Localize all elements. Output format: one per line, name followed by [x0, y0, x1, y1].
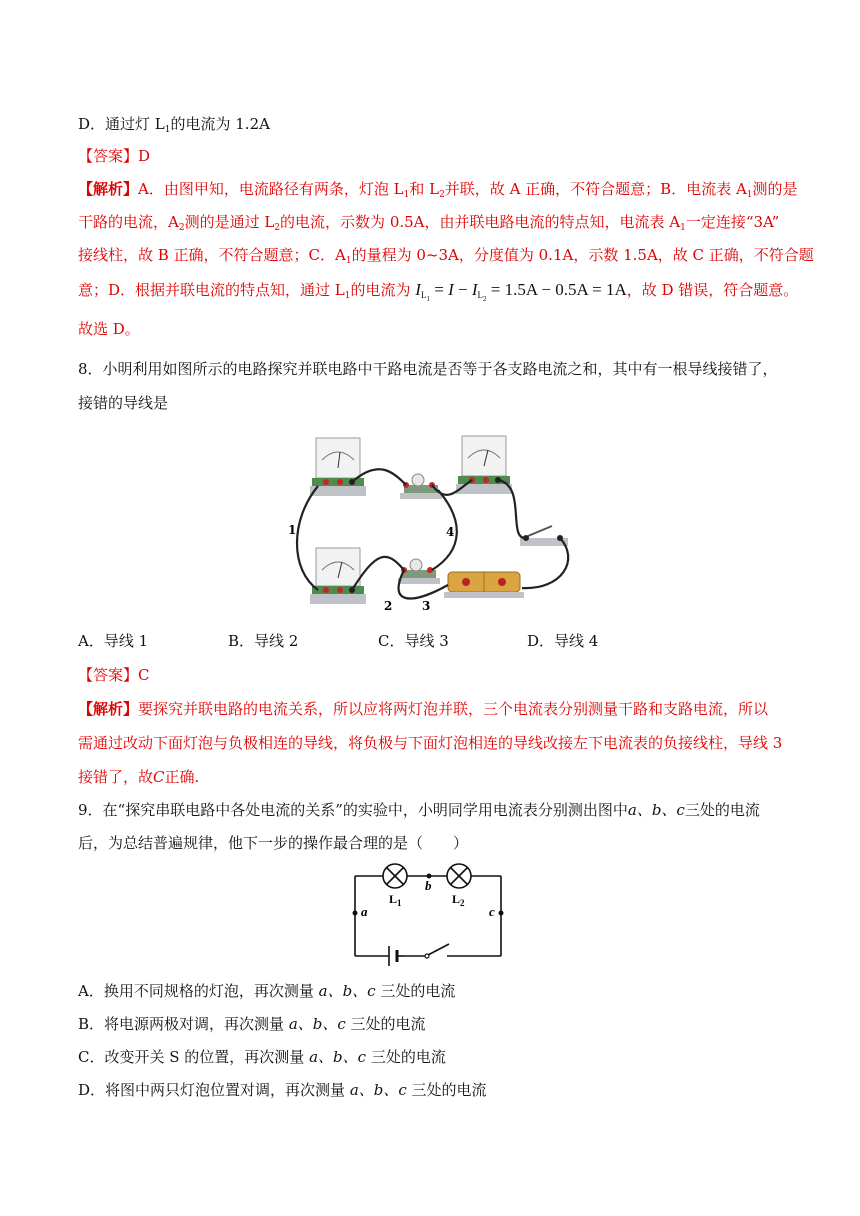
q9-option-b [78, 1014, 426, 1034]
lamp-l2-icon [447, 864, 471, 888]
sub: 2 [178, 223, 185, 233]
answer-value: D [138, 147, 151, 165]
q9-circuit-diagram [345, 858, 510, 973]
switch-icon [520, 526, 568, 546]
text: 的量程为 0~3A，分度值为 0.1A，示数 1.5A，故 C 正确，不符合题 [351, 246, 814, 264]
q8-stem-line-2: 接错的导线是 [78, 394, 169, 412]
text: C [153, 768, 165, 786]
battery-symbol-icon [389, 946, 403, 966]
q8-option-a: A．导线 1 [78, 632, 149, 650]
current-formula: $I_{L_1} = I - I_{L_2} = 1.5A - 0.5A = 1A$ [415, 280, 627, 303]
lamp-l2-label [452, 892, 465, 908]
text: 正确. [164, 768, 200, 786]
point-a-label: a [361, 904, 368, 919]
sub: 1 [344, 291, 351, 301]
point-c-label: c [489, 904, 495, 919]
q8-analysis-line-2: 需通过改动下面灯泡与负极相连的导线，将负极与下面灯泡相连的导线改接左下电流表的负接线柱，导线 3 [78, 734, 783, 752]
q7-analysis-line-2 [78, 212, 779, 238]
q8-analysis-line-3 [78, 767, 199, 787]
sub: 1 [403, 190, 410, 200]
q7-analysis-line-4 [78, 280, 798, 309]
battery-icon [444, 572, 524, 598]
text: a、b、c [309, 1048, 367, 1066]
point-a-dot [353, 911, 358, 916]
formula-text: = 1.5A − 0.5A = 1A [490, 280, 627, 299]
text: 接线柱，故 B 正确，不符合题意；C．A [78, 246, 346, 264]
q9-option-a [78, 981, 455, 1001]
q9-stem-line-1 [78, 800, 760, 820]
lamp-l1-icon [383, 864, 407, 888]
answer-tag: 【答案】 [78, 147, 139, 165]
wire-1 [297, 486, 318, 590]
q8-stem-line-1: 8．小明利用如图所示的电路探究并联电路中干路电流是否等于各支路电流之和，其中有一根导线接错了， [78, 360, 778, 378]
q7-option-d-tail: 的电流为 1.2A [170, 115, 270, 133]
text: 和 L [409, 180, 440, 198]
analysis-tag: 【解析】 [78, 700, 139, 718]
switch-symbol-icon [425, 944, 449, 958]
q7-answer [78, 146, 150, 166]
q8-options [78, 631, 678, 651]
text: 测的是 [752, 180, 798, 198]
q8-analysis-line-1 [78, 699, 768, 719]
analysis-tag: 【解析】 [78, 180, 139, 198]
q9-option-d [78, 1080, 487, 1100]
text: 一定连接“3A” [685, 213, 780, 231]
sub: 2 [439, 190, 445, 200]
text: 三处的电流 [380, 982, 456, 1000]
text: B．将电源两极对调，再次测量 [78, 1015, 285, 1033]
text: a、b、c [349, 1081, 407, 1099]
sub: 1 [164, 125, 171, 135]
wire-label-4: 4 [446, 525, 455, 539]
text: 三处的电流 [370, 1048, 446, 1066]
text: ，故 D 错误，符合题意。 [626, 281, 799, 299]
lamp-l1-letter: L [389, 892, 398, 906]
lamp-l2-letter: L [452, 892, 461, 906]
wire-label-3: 3 [422, 599, 431, 613]
lamp-l1-sub: 1 [397, 898, 402, 908]
q7-analysis-line-5: 故选 D。 [78, 320, 140, 338]
text: 接错了，故 [78, 768, 154, 786]
point-c-dot [499, 911, 504, 916]
text: 9．在“探究串联电路中各处电流的关系”的实验中，小明同学用电流表分别测出图中 [78, 801, 628, 819]
answer-value: C [138, 666, 150, 684]
q7-analysis-line-3 [78, 245, 814, 271]
text: 并联，故 A 正确，不符合题意；B．电流表 A [444, 180, 747, 198]
text: C．改变开关 S 的位置，再次测量 [78, 1048, 305, 1066]
lamp-top-icon [400, 474, 442, 499]
sub: 1 [680, 223, 686, 233]
text: D．将图中两只灯泡位置对调，再次测量 [78, 1081, 346, 1099]
q7-option-d-text: D．通过灯 L [78, 115, 165, 133]
text: 意；D．根据并联电流的特点知，通过 L [78, 281, 345, 299]
q7-option-d [78, 114, 270, 140]
q8-option-b: B．导线 2 [228, 632, 299, 650]
text: 三处的电流 [411, 1081, 487, 1099]
point-b-label: b [425, 878, 432, 893]
text: 测的是通过 L [184, 213, 275, 231]
text: a、b、c [318, 982, 376, 1000]
text: 干路的电流，A [78, 213, 179, 231]
ammeter-top-left-icon [310, 438, 366, 496]
sub: 1 [345, 256, 352, 266]
lamp-l2-sub: 2 [460, 898, 465, 908]
ammeter-bottom-left-icon [310, 548, 366, 604]
text: a、b、c [627, 801, 685, 819]
q9-option-c [78, 1047, 446, 1067]
q8-option-c: C．导线 3 [378, 632, 449, 650]
q8-circuit-photo [282, 430, 582, 615]
sub: 1 [746, 190, 753, 200]
q8-answer [78, 665, 150, 685]
wire-label-1: 1 [288, 523, 297, 537]
text: 三处的电流 [350, 1015, 426, 1033]
text: a、b、c [288, 1015, 346, 1033]
text: A．由图甲知，电流路径有两条，灯泡 L [138, 180, 404, 198]
text: 三处的电流 [684, 801, 760, 819]
text: A．换用不同规格的灯泡，再次测量 [78, 982, 314, 1000]
lamp-l1-label [389, 892, 402, 908]
text: 要探究并联电路的电流关系，所以应将两灯泡并联，三个电流表分别测量干路和支路电流，所以 [138, 700, 769, 718]
text: 的电流，示数为 0.5A，由并联电路电流的特点知，电流表 A [280, 213, 681, 231]
q8-option-d: D．导线 4 [527, 632, 599, 650]
q9-stem-line-2: 后，为总结普遍规律，他下一步的操作最合理的是（ ） [78, 834, 469, 852]
sub: 2 [274, 223, 281, 233]
text: 的电流为 [350, 281, 411, 299]
answer-tag: 【答案】 [78, 666, 139, 684]
q7-analysis-line-1 [78, 179, 798, 205]
wire-label-2: 2 [384, 599, 393, 613]
